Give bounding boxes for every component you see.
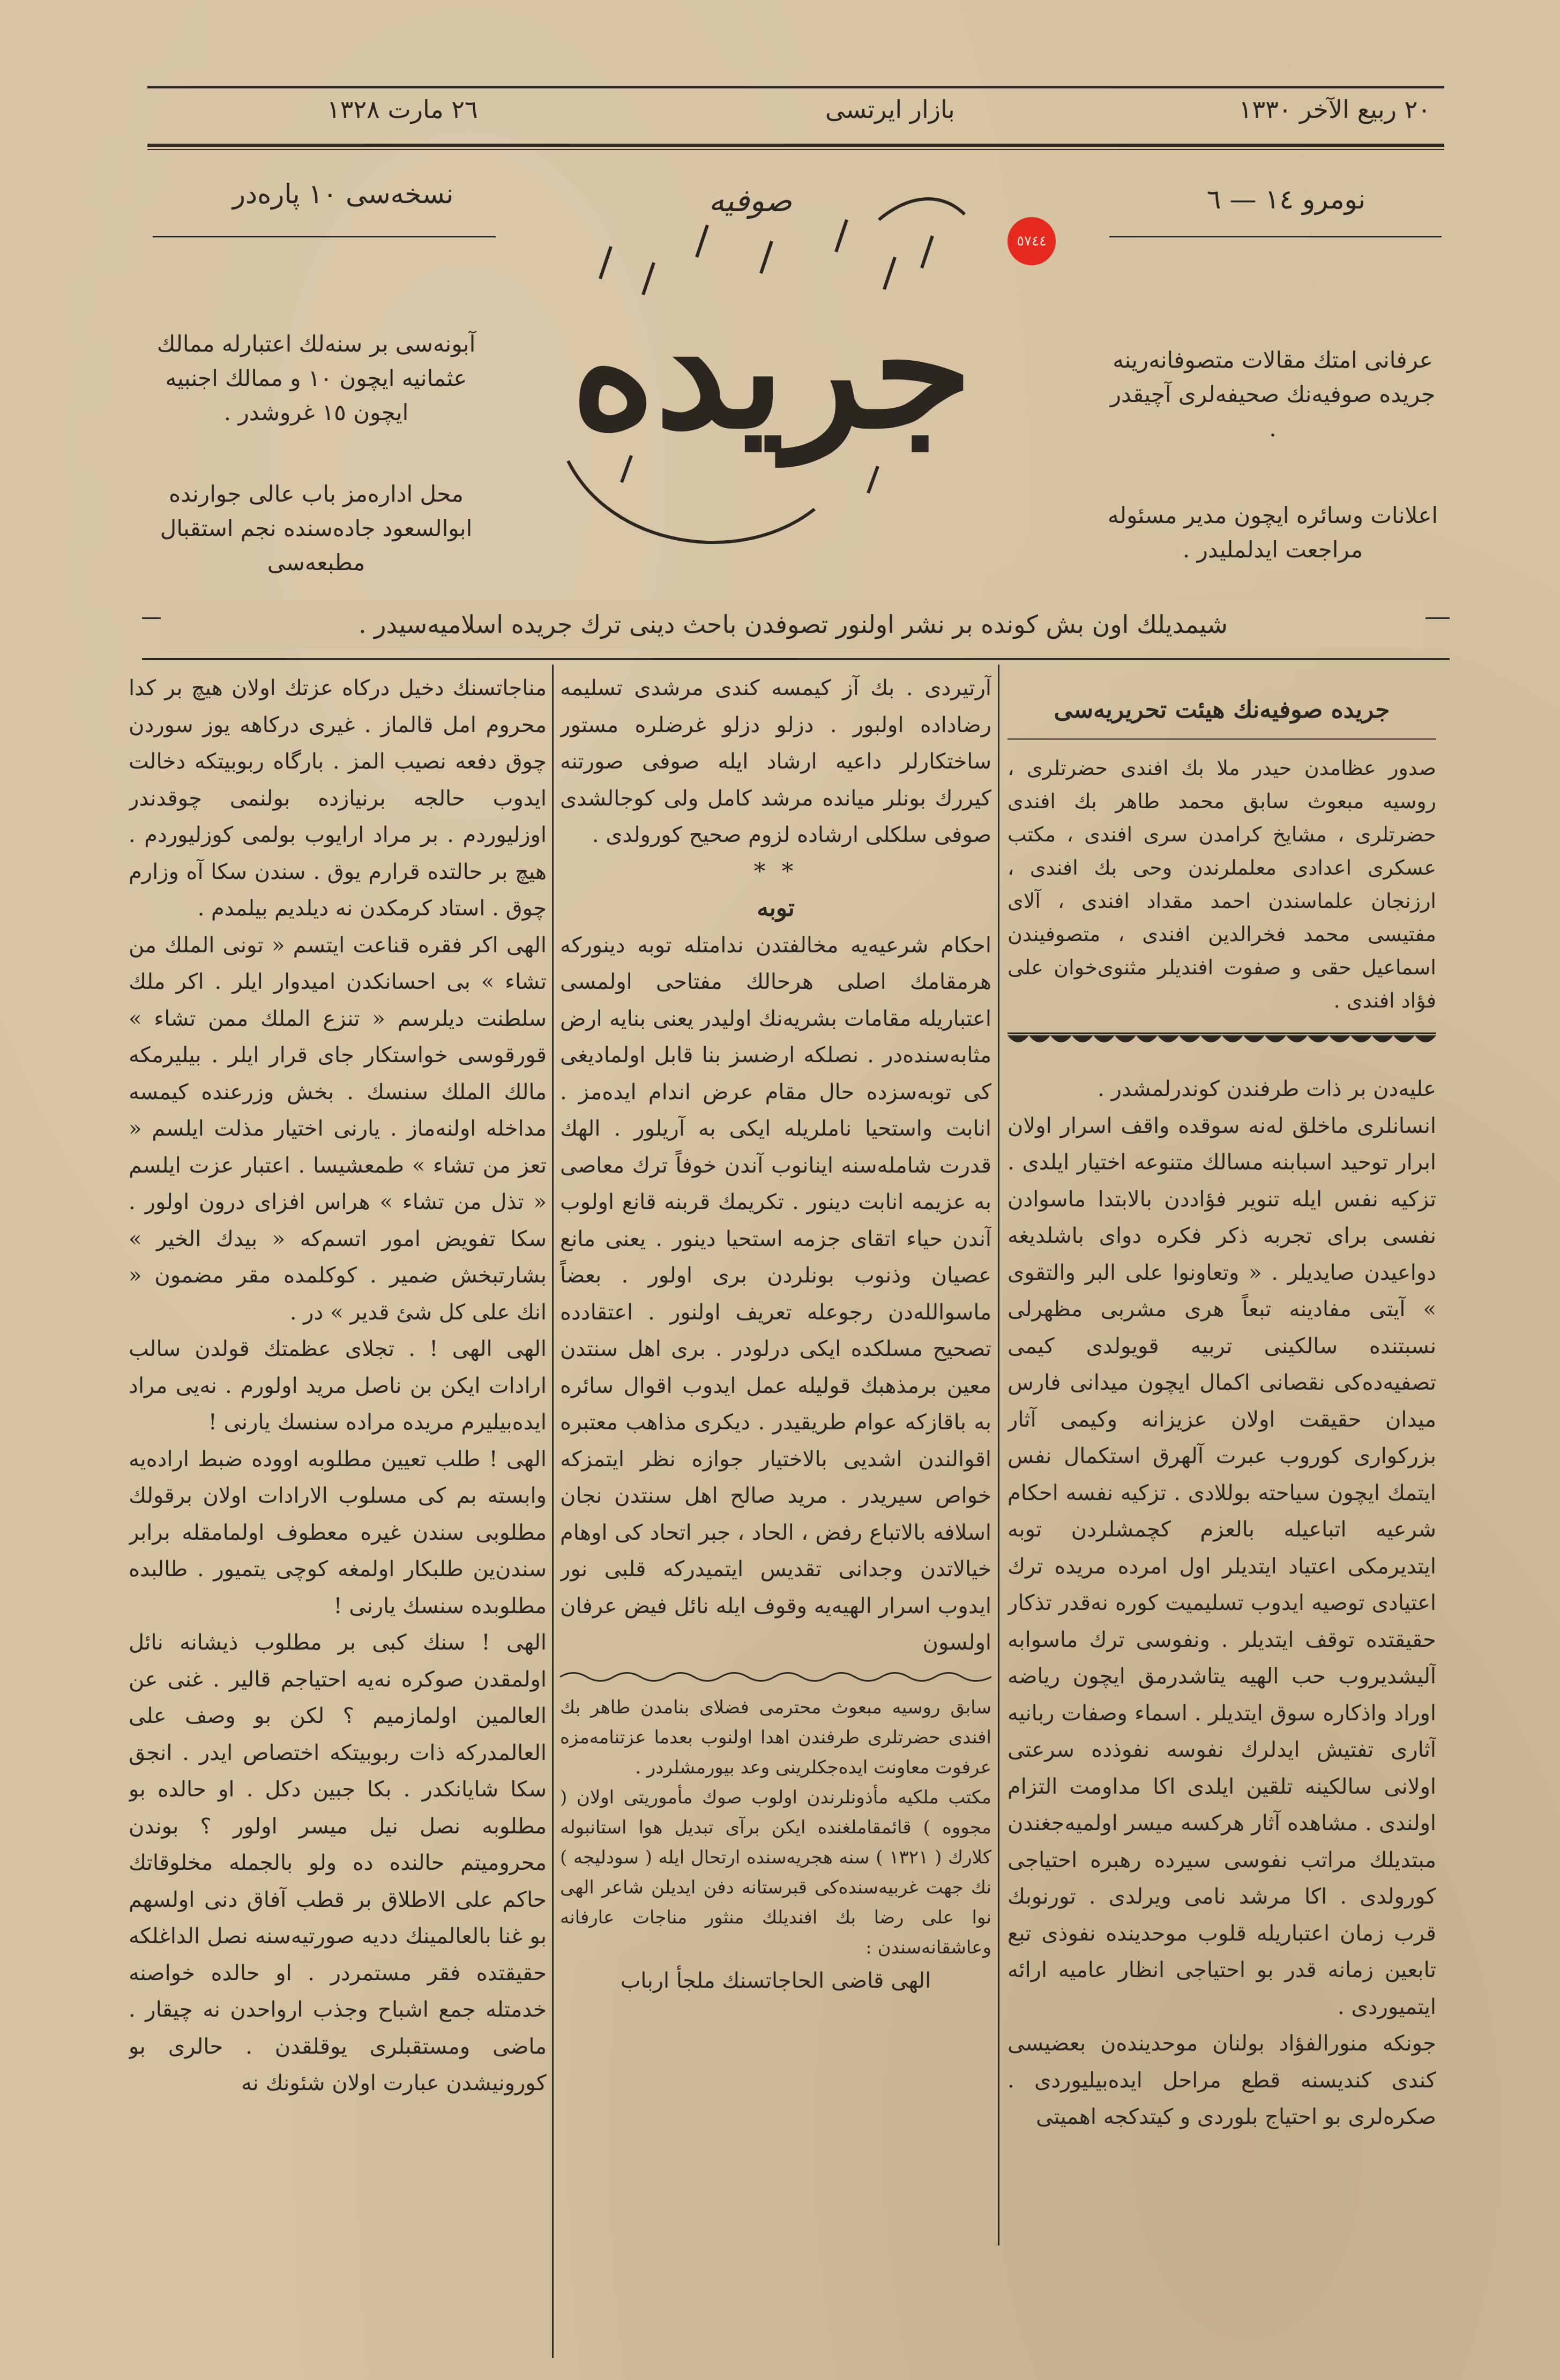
- left-column: [129, 670, 547, 2369]
- date-bar-rule: [147, 144, 1444, 147]
- wavy-divider: [560, 1669, 991, 1685]
- tagline: شيمديلك اون بش كونده بر نشر اولنور تصوفدن باحث دينى ترك جريده اسلاميه‌سيدر .: [161, 600, 1425, 648]
- date-rumi: ٢٦ مارت ١٣٢٨: [327, 95, 478, 124]
- tawba-heading: توبه: [757, 894, 795, 922]
- left-column-paragraph: الهى الهى ! . تجلاى عظمتك قولدن سالب ارادات ايكن بن ناصل مريد اولورم . نه‌يى مراد ايده‌بيليرم مريده مراده سنسك يارنى !: [129, 1337, 547, 1435]
- issue-number: نومرو ١٤ — ٦: [1206, 184, 1366, 215]
- middle-intro-paragraph: آرتيردى . بك آز كيمسه كندى مرشدى تسليمه رضاداده اولبور . دزلو دزلو غرضلره مستور ساختكارلر داعيه ارشاد ايله صوفى صورتنه كيررك بونلر ميانده مرشد كامل ولى كوجالشدى صوفى سلكلى ارشاده لزوم صحيح كورولدى .: [560, 676, 991, 847]
- munajat-opening-line: الهى قاضى الحاجاتسنك ملجأ ارباب: [620, 1968, 931, 1993]
- left-column-paragraph: مناجاتسنك دخيل دركاه عزتك اولان هيچ بر كدا محروم امل قالماز . غيرى دركاهه يوز سوردن چوق دفعه نصيب المز . بارگاه ربوبيتكه دخالت ايدوب حالجه برنيازده بولنمى چوقدندر اوزليوردم . بر مراد ارايوب بولمى كوزليوردم . هيچ بر حالتده قرارم يوق . سندن سكا آه وزارم چوق . استاد كرمكدن نه ديلديم بيلمدم .: [129, 676, 547, 921]
- date-bar: [145, 88, 1447, 142]
- editorial-board-heading: جريده صوفيه‌نك هيئت تحريريه‌سى: [1054, 696, 1390, 723]
- column-divider-left: [552, 665, 554, 2358]
- right-column: [1007, 686, 1436, 2374]
- left-column-paragraph: الهى ! طلب تعيين مطلوبه اووده ضبط اراده‌يه وابسته بم كى مسلوب الارادات اولان برقولك مطلوبى سندن غيره معطوف اولمامقله برابر سندن‌ين طلبكار اولمغه كوچى يتميور . طالبده مطلوبده سنسك يارنى !: [129, 1446, 547, 1618]
- day-name: بازار ايرتسى: [825, 95, 955, 124]
- tawba-article: احكام شرعيه‌يه مخالفتدن ندامتله توبه دينوركه هرمقامك اصلى هرحالك مفتاحى اولمسى اعتباريله مقامات بشريه‌نك اوليدر يعنى بنايه ارض مثابه‌سنده‌در . نصلكه ارضسز بنا قابل اولماديغى كى توبه‌سزده حال مقام عرض اندام ايده‌مز . انابت واستحيا ناملريله ايكى به آريلور . الهك قدرت شامله‌سنه اينانوب آندن خوفاً ترك معاصى به عزيمه انابت دينور . تكريمك قربنه قانع اولوب آندن حياء اتقاى جزمه استحيا دينور . يعنى مانع عصيان وذنوب بونلردن برى اولور . بعضاً ماسوالله‌دن رجوعله تعريف اولنور . اعتقادده تصحيح مسلكده ايكى درلودر . برى اهل سنتدن معين برمذهبك قوليله عمل ايدوب اقوال سائره به باقازكه عوام طريقيدر . ديكرى مذاهب معتبره اقوالندن اشديى بالاختيار جوازه نظر ايتمزكه خواص سيريدر . مريد صالح اهل سنتدن نجان اسلافه بالاتباع رفض ، الحاد ، جبر اتحاد كى اوهام خيالاتدن وجدانى تقديس ايتميدركه قلبى نور ايدوب اسرار الهيه‌يه وقوف ايله نائل فيض عرفان اولسون: [560, 932, 991, 1655]
- masthead-calligraphy: [536, 161, 1007, 590]
- scallop-divider: [1007, 1028, 1436, 1055]
- masthead-main-title: جريده: [571, 275, 973, 464]
- masthead-small-title: صوفيه: [708, 182, 792, 219]
- date-hijri: ٢٠ ربيع الآخر ١٣٣٠: [1238, 95, 1431, 124]
- donor-notice: سابق روسيه مبعوث محترمى فضلاى بنامدن طاهر بك افندى حضرتلرى طرفندن اهدا اولنوب بعدما عزتنامه‌مزه عرفوت معاونت ايده‌جكلرينى وعد بيورمشلردر .: [560, 1696, 991, 1778]
- tagline-rule-bottom: [142, 658, 1450, 660]
- right-info-box-1: عرفانى امتك مقالات متصوفانه‌رينه جريده صوفيه‌نك صحيفه‌لرى آچيقدر .: [1110, 347, 1436, 442]
- issue-price: نسخه‌سى ١٠ پاره‌در: [232, 178, 454, 210]
- header-rule-right: [1109, 236, 1442, 237]
- right-column-paragraph: جونكه منورالفؤاد بولنان موحدينده‌ن بعضيسى كندى كنديسنه قطع مراحل ايده‌بيليوردى . صكره‌لرى بو احتياج بلوردى و كيتدكجه اهميتى: [1007, 2031, 1436, 2129]
- right-column-paragraph: انسانلرى ماخلق له‌نه سوقده واقف اسرار اولان ابرار توحيد اسبابنه مسالك متنوعه اختيار ايلدى . تزكيه نفس ايله تنوير فؤاددن بالابتدا ماسوادن نفسى براى تجربه ذكر فكره دواى باشلديغه دواعيدن صايديلر . « وتعاونوا على البر والتقوى » آيتى مفادينه تبعاً هرى مشربى مظهرلى نسبتنده سالكينى تربيه قويولدى كيمى تصفيه‌ده‌كى نقصانى اكمال ايچون ميدانى فارس ميدان حقيقت اولان عزيزانه وكيمى آثار بزركوارى كوروب عبرت آلهرق استكمال نفس ايتمك ايچون سياحته بوللادى . تزكيه نفسه احكام شرعيه اتباعيله بالعزم كچمشلردن توبه ايتديرمكى اعتياد ايتديلر اول امرده مريده ترك اعتيادى توصيه ايدوب تسليميت كوره نه‌قدر تذكار حقيقتده توقف ايتديلر . ونفوسى ترك ماسوابه آليشديروب حب الهيه يتاشدرمق ايچون رياضه اوراد واذكاره سوق ايتديلر . اسماء وصفات ربانيه آثارى تفتيش ايدلرك نفوسه نفوذده سرعتى اولانى سالكينه تلقين ايلدى اكا مداومت التزام اولندى . مشاهده آثار هركسه ميسر اولميه‌جغندن مبتديلك مراتب نفوسى سيرده رهبره احتياجى كورولدى . اكا مرشد نامى ويرلدى . تورنوبك قرب زمان اعتباريله قلوب موحدينده نفوذى تبع تابعين زمانه قدر بو احتياجى انظار عاميه ارائه ايتميوردى .: [1007, 1113, 1436, 2019]
- header-rule-left: [153, 236, 496, 237]
- editorial-board-members: صدور عظامدن حيدر ملا بك افندى حضرتلرى ، روسيه مبعوث سابق محمد طاهر بك افندى حضرتلرى ، مشايخ كرامدن سرى افندى ، مكتب عسكرى اعدادى معلملرندن وحى بك افندى ، ارزنجان علماسندن احمد مقداد افندى ، آلاى مفتيسى محمد فخرالدين افندى ، متصوفيندن اسماعيل حقى و صفوت افنديلر مثنوى‌خوان على فؤاد افندى .: [1007, 756, 1436, 1012]
- section-separator-stars: * *: [753, 857, 798, 885]
- left-column-paragraph: الهى اكر فقره قناعت ايتسم « تونى الملك من تشاء » بى احسانكدن اميدوار ايلر . اكر ملك سلطنت ديلرسم « تنزع الملك ممن تشاء » قورقوسى خواستكار جاى قرار ايلر . بيليرمكه مالك الملك سنسك . بخش وزرعنده كيمسه مداخله اولنه‌ماز . يارنى اختيار مذلت ايلسم « تعز من تشاء » طمعشيسا . اعتبار عزت ايلسم « تذل من تشاء » هراس افزاى درون اولور . سكا تفويض امور اتسم‌كه « بيدك الخير » بشارتبخش ضمير . كوكلمده مقر مضمون « انك على كل شئ قدير » در .: [129, 932, 547, 1325]
- date-bar-rule-thin: [147, 149, 1444, 150]
- editorial-heading-rule: [1007, 738, 1436, 740]
- left-info-box-1: آبونه‌سى بر سنه‌لك اعتبارله ممالك عثمانيه ايچون ١٠ و ممالك اجنبيه ايچون ١٥ غروشدر .: [156, 331, 476, 426]
- left-info-box-2: محل اداره‌مز باب عالى جوارنده ابوالسعود جاده‌سنده نجم استقبال مطبعه‌سى: [160, 481, 473, 576]
- left-column-paragraph: الهى ! سنك كبى بر مطلوب ذيشانه نائل اولمقدن صوكره نه‌يه احتياجم قالير . غنى عن العالمين اولمازميم ؟ لكن بو وصف على العالمدركه ذات ربوبيتكه اختصاص ايدر . انجق سكا شايانكدر . بكا جبين دكل . او حالده بو مطلوبه نصل نيل ميسر اولور ؟ بوندن محروميتم حالنده ده ولو بالجمله مخلوقاتك حاكم على الاطلاق بر قطب آفاق دنى اولسهم بو غنا بالعالمينك دديه صورتيه‌سنه نصل الداغلكه حقيقتده فقر مستمردر . او حالده خواصنه خدمتله جمع اشباح وجذب ارواحدن نه چيقار . ماضى ومستقبلرى يوقلقدن . حالرى بو كورونيشدن عبارت اولان شئونك نه: [129, 1630, 547, 2095]
- library-stamp: ٥٧٤٤: [1007, 217, 1056, 265]
- column-divider-right: [998, 665, 999, 2245]
- right-column-paragraph: عليه‌دن بر ذات طرفندن كوندرلمشدر .: [1098, 1077, 1436, 1101]
- middle-column: [560, 670, 991, 2369]
- right-info-box-2: اعلانات وسائره ايچون مدير مسئوله مراجعت ايدلمليدر .: [1107, 502, 1438, 563]
- obituary-notice: مكتب ملكيه مأذونلرندن اولوب صوك مأموريتى اولان ( مجووه ) قائمقاملغنده ايكن برآى تبديل هوا استانبوله كلارك ( ١٣٢١ ) سنه هجريه‌سنده ارتحال ايله ( سودليجه ) نك جهت غربيه‌سنده‌كى قبرستانه دفن ايديلن شاعر الهى نوا على رضا بك افنديلك منثور مناجات عارفانه وعاشقانه‌سندن :: [560, 1786, 991, 1958]
